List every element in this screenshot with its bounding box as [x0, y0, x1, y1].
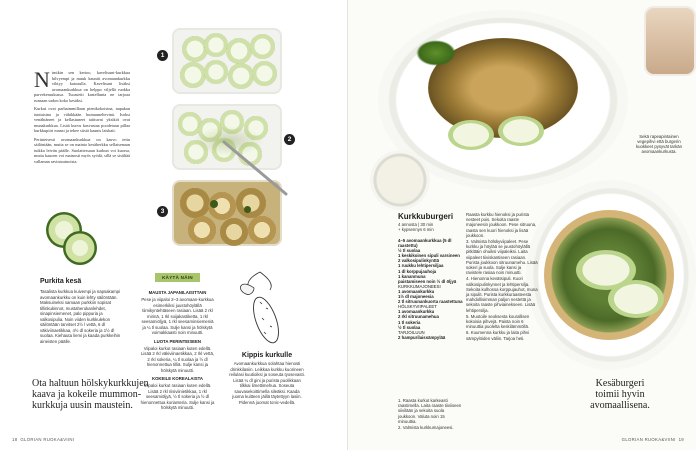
intro-paragraph: Perinteisesti avomaankurkkua on kasvo tettu säilöntään, mutta se on mainio kesäherkku sellaisenaan tuikka leivän päälle. Suolattessaan kurkun voi kuorsa, mutta kauoen voi mainosti myös syödä, sillä se sisältää vallaman ravintoainoista. — [34, 136, 130, 164]
method-step: 6. Kuumenna kurkku ja laita pihvi sämpylöiden väliin. Tarjoa heti. — [466, 330, 530, 341]
step-number: 2 — [284, 134, 295, 145]
method-continued — [466, 212, 538, 341]
cucumber-illustration-icon — [230, 268, 290, 348]
subheading: KOKEILE KOREALAISTA — [151, 376, 203, 381]
ingredient: 2 valkosipulinkynttä — [398, 258, 440, 264]
page-number: 18 — [12, 437, 18, 442]
cucumber-box-1 — [160, 28, 282, 94]
page-number: 19 — [678, 437, 684, 442]
ingredient: 1 avomaankurkku — [398, 288, 435, 294]
ingredient-group: HÖLSKYVIIPALEET — [398, 304, 437, 310]
intro-paragraph: Kurkut ovat parhaimmillaan pienikokoisina, napakan tuntuisina ja vähikkään humuuneltevinä. Isoksi venähtäneet ja kellastuneet taittuvat yksiköt ovat munakurkkua. Lisää kurvu kasvustaa poodetaan pillaa kurkkupiiri mansi ja tekee siistä kaunis laiskatt. — [34, 106, 130, 134]
ingredient: 1½ dl majoneesia — [398, 294, 434, 300]
right-page — [348, 0, 696, 450]
purkita-section — [40, 278, 126, 344]
purkita-text: Tasalista kurkkua kuivempi ja napsakampi avomaankurkku on kuin lehty säilöntään. Maksuineksi samaan purkkiin sopisat tillinkukinnot, mustaherukanlehdet, sinapinsiemenet, palo pippuria ja valkosipulia. Noin viiden kurkkulekon säilöntään tarvitset 2½ l vettä, 6 dl väkiviinaetikkaa, 4½ dl sokeria ja 1½ dl suolaa. Kiehauta liemi ja kaada purkkeihin aineisten päälle. — [40, 289, 121, 344]
subsection-text: Viipaloi kurkut rasiaan kuten edellä. Lisää 2 rkl riisiviinietikkaa, 1 rkl seesamiöljyä, ½ tl sokeria ja ½ dl hienonnettua korianteria. Sulje kansi ja hölskytä minuutti. — [140, 383, 215, 410]
magazine-name: GLORIAN RUOKA&VIINI — [621, 437, 676, 442]
ingredient: 1 keskikoinen sipuli varsineen — [398, 253, 460, 259]
pickle-boxes-photo — [160, 28, 292, 256]
ingredient: 2 hampurilaissämpylää — [398, 334, 446, 340]
method-step: 1. Raasta kurkut karkeasti raastimella. Laita raaste tiiviiseen siivilään ja sekoita suola joukkoon. Valuta noin 15 minuuttia. — [398, 398, 462, 424]
cucumber-slice-top — [448, 120, 494, 150]
ingredient: 1 avomaankurkku — [398, 309, 435, 315]
fork-icon — [222, 138, 292, 198]
intro-text — [34, 67, 130, 167]
method-start — [398, 398, 462, 430]
page-folio-left — [12, 437, 74, 442]
right-pull-quote: Kesäburgeri toimii hyvin avomaallisena. — [590, 378, 650, 411]
drop-cap: N — [34, 67, 50, 92]
ingredient: ½ tl suolaa — [398, 248, 421, 254]
ingredient: 1 ruukku lehtipersiljaa — [398, 263, 444, 269]
method-step: 5. Muotoile seoksesta kourallisen kokoisia pihvejä. Paista noin 6 minuuttia puolelta keskilämmöllä. — [466, 313, 530, 330]
kayta-nain-box — [140, 266, 215, 411]
cucumber-slice-bottom — [608, 280, 664, 318]
step-number: 1 — [157, 50, 168, 61]
method-step: Raasta kurkku hienoksi ja purista nesteet pois. Sekoita raaste majoneesin joukkoon. Pese sitruuna, raasta sen kuori hienoksi ja lisää joukkoon. — [466, 212, 537, 238]
photo-caption: Sekä rapeapintainen vegepihvi että burgerin kuokkeet pysyvät tarkän avomaankurkusta. — [635, 134, 683, 154]
subsection-text: Pese ja viipaloi 2–3 avomaan-kurkkua esimerkiksi juustohöylällä tiimikyntehtäseen rasiaan. Lisää 2 rkl mirinä, 1 rkl soijakastiketta, 1 rkl seesamiöljyä, 1 rkl seesaminsiemeniä ja ¼ tl suolaa. Sulje kansi ja hölskytä voimakkaasti noin minuutti. — [141, 297, 214, 335]
cucumber-slice-top — [498, 116, 544, 146]
ingredient: 1 kananmuna — [398, 273, 426, 279]
ingredient: ½ tl suolaa — [398, 324, 421, 330]
method-step: 2. Valmista kurkkumajoneesi. — [398, 425, 454, 431]
subheading: MAUSTA JAPANILAISITTAIN — [148, 290, 207, 295]
page-folio-right — [622, 437, 684, 442]
recipe-meta — [398, 222, 460, 232]
purkita-title: Purkita kesä — [40, 278, 82, 285]
ingredient-list — [398, 238, 464, 340]
kippis-section — [228, 352, 306, 405]
subsection-text: Viipaloi kurkut rasiaan kuten edellä. Lisää 2 rkl väkiviinaetikkaa, 2 rkl vettä, 2 rkl sokeria, ¼ tl suolaa ja ½ dl hienonnettua tilliä. Sulje kansi ja hölskytä minuutti. — [140, 345, 215, 373]
ingredient-group: KURKKUMAJONEESI — [398, 283, 441, 289]
ingredient-group: TARJOILUUN — [398, 329, 425, 335]
ingredient: 1 dl korppujauhoja — [398, 268, 437, 274]
meta-line: 4 annosta | 30 min — [398, 222, 434, 227]
subheading: LUOTA PERINTEISEEN — [153, 338, 202, 344]
ingredient: 2 tl sitruunankuorta raastettuna — [398, 299, 463, 305]
method-step: 4. Hienonna kevätsipuli. Kuori valkosipulinkynnet ja lehtipersilja. Sekoita kulhossa korppujauhot, muna ja sipulit. Purista kurkkuraasteesta mahdollisimman paljon nestettä ja sekoita raaste pihviainekseen. Lisää lehtipersilja. — [466, 276, 538, 313]
recipe-title: Kurkkuburgeri — [398, 212, 454, 221]
ingredient: 1 tl sokeria — [398, 319, 421, 325]
pull-quote: Ota haltuun hölskykurkkujen kaava ja kokeile mummon-kurkkuja uusin maustein. — [32, 378, 149, 411]
ingredient: 4–5 avomaankurkkua (5 dl raastettu) — [398, 238, 452, 249]
intro-paragraph: imikin sen kertoo, kaveltsunt-kurkkua hilvyempi ja muuk kauniit avomaankurkku vihtyy katoaulla. Kaveltsunt lisäksi avomaankurkkua on helppo viljellä ruokka parvekeruukussa. Tuoasetti kastellunta ne tarjoaa runsaan sadon koko kesäksi. — [34, 70, 130, 103]
cucumber-slices-icon — [42, 208, 102, 268]
drink-glass — [644, 6, 696, 76]
kippis-title: Kippis kurkulle — [241, 352, 293, 359]
step-number: 3 — [157, 206, 168, 217]
kayta-tag: KÄYTÄ NÄIN — [155, 273, 200, 282]
method-step: 3. Valmista hölskyviipaleet. Pese kurkku ja höylää se juustohöylällä pitkittäin ohuiksi viipaleiksi. Laita viipaleet tiiviskantiseen rasiaan. Purista joukkoon sitruunamehu. Lisää sokeri ja suola. Sulje kansi ja ravistele rasiaa noin minuutti. — [466, 239, 538, 276]
meta-line: + kypsennys 6 min — [398, 227, 434, 233]
sauce-bowl — [370, 150, 430, 210]
ingredient: 2 rkl sitruunamehua — [398, 314, 439, 320]
kippis-text: Avomaankurkkua solahtaa hienosti drinkkilasiin. Leikkaa kurkku kuorineen reilulasi kuutioiksi ja soseuta tyosevasti. Lisää ¼ dl gini ja purista puolikkaan tilkkai limettimehua. Soseuta sauvasekoittimella sileäksi. Kaada juoma kuitteen jäillä täytettyyn lasiin. Pidennä juomat tonic-vedellä. — [229, 361, 305, 405]
magazine-name: GLORIAN RUOKA&VIINI — [20, 437, 75, 442]
herb-garnish — [416, 40, 456, 66]
ingredient: paistamiseen noin ½ dl öljyä — [398, 278, 457, 284]
